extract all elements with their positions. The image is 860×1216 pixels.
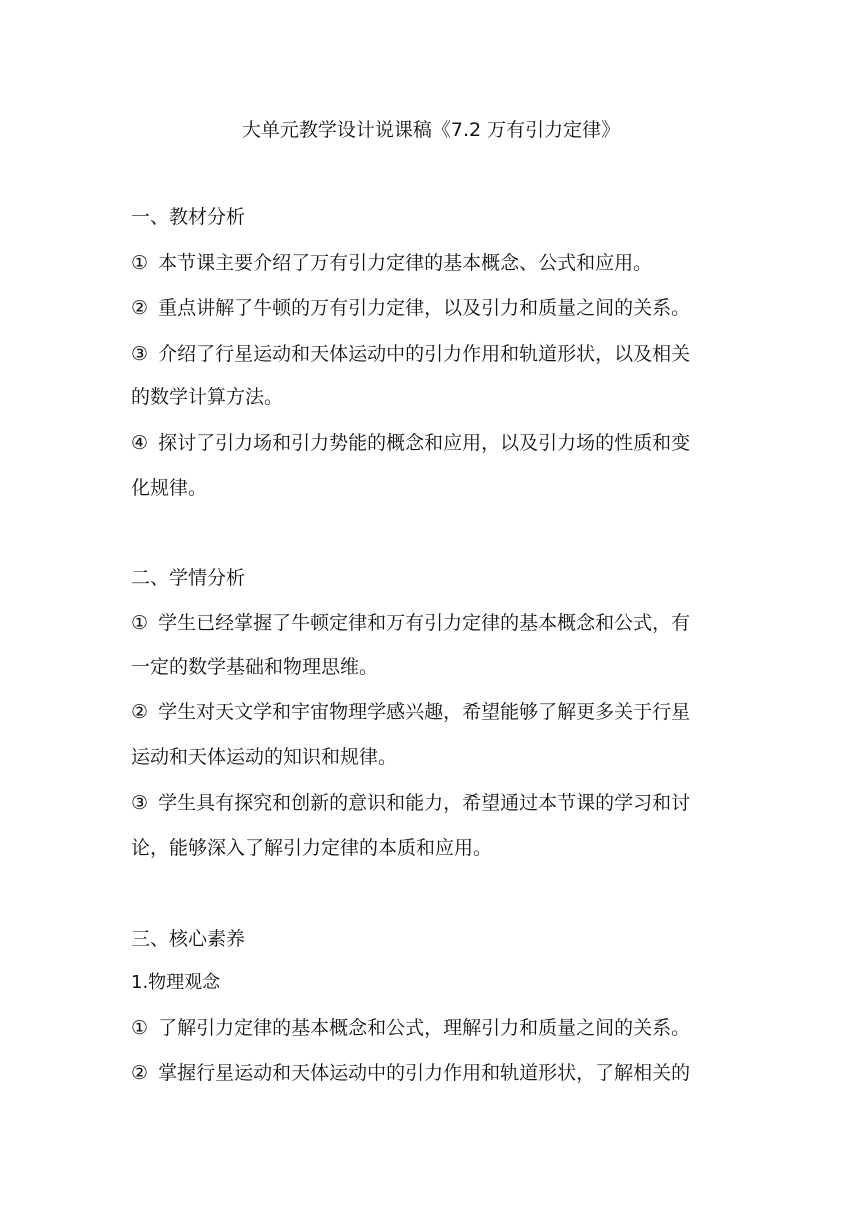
item-number: ① [131,1017,149,1039]
item-text: 探讨了引力场和引力势能的概念和应用，以及引力场的性质和变 [158,432,691,454]
list-item [131,1059,690,1087]
item-text-continuation: 一定的数学基础和物理思维。 [131,656,379,678]
item-text-continuation: 的数学计算方法。 [131,386,284,408]
item-text: 学生具有探究和创新的意识和能力，希望通过本节课的学习和讨 [158,792,691,814]
item-text: 介绍了行星运动和天体运动中的引力作用和轨道形状，以及相关 [158,343,691,365]
item-text: 掌握行星运动和天体运动中的引力作用和轨道形状，了解相关的 [158,1062,691,1084]
item-text-continuation: 化规律。 [131,477,208,499]
item-number: ④ [131,432,149,454]
list-item [131,789,690,817]
section-heading: 一、教材分析 [131,206,246,228]
item-text: 学生对天文学和宇宙物理学感兴趣，希望能够了解更多关于行星 [158,701,691,723]
list-item [131,340,690,368]
list-item [131,698,690,726]
item-text: 重点讲解了牛顿的万有引力定律，以及引力和质量之间的关系。 [158,297,691,319]
item-text-continuation: 论，能够深入了解引力定律的本质和应用。 [131,837,493,859]
document-title: 大单元教学设计说课稿《7.2 万有引力定律》 [241,119,621,141]
item-number: ② [131,701,149,723]
item-text-continuation: 运动和天体运动的知识和规律。 [131,746,398,768]
item-text: 学生已经掌握了牛顿定律和万有引力定律的基本概念和公式，有 [158,612,691,634]
section-heading: 二、学情分析 [131,567,246,589]
item-text: 了解引力定律的基本概念和公式，理解引力和质量之间的关系。 [158,1017,691,1039]
item-number: ② [131,297,149,319]
item-number: ③ [131,792,149,814]
list-item [131,609,690,637]
section-heading: 三、核心素养 [131,928,246,950]
item-number: ① [131,252,149,274]
section-subheading: 1.物理观念 [131,972,221,993]
list-item [131,249,652,277]
list-item [131,429,690,457]
list-item [131,1014,690,1042]
item-text: 本节课主要介绍了万有引力定律的基本概念、公式和应用。 [158,252,653,274]
list-item [131,294,690,322]
item-number: ③ [131,343,149,365]
item-number: ② [131,1062,149,1084]
item-number: ① [131,612,149,634]
